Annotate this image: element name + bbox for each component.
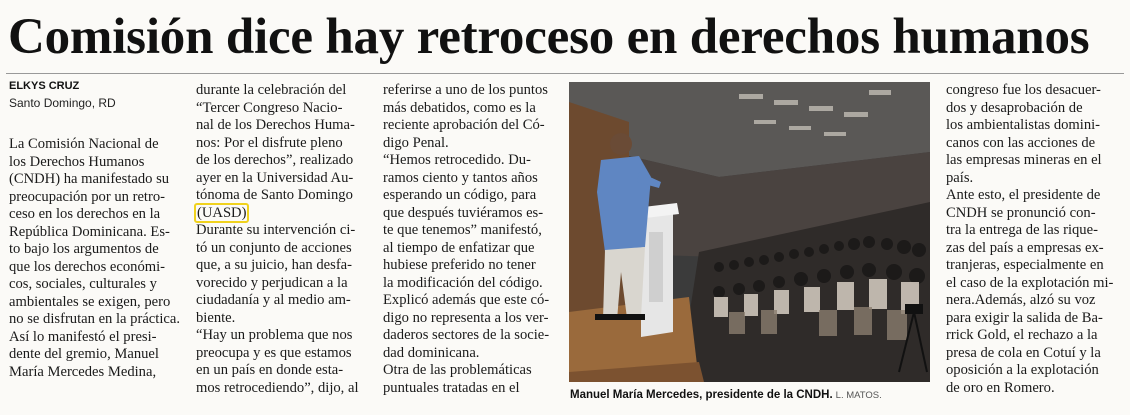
article-line: el caso de la explotación mi- bbox=[946, 274, 1114, 291]
article-photo bbox=[569, 82, 930, 382]
article-line: ceso en los derechos en la bbox=[9, 206, 161, 222]
article-line: “Tercer Congreso Nacio- bbox=[196, 99, 343, 116]
article-line: ayer en la Universidad Au- bbox=[196, 169, 354, 186]
article-line: Ante esto, el presidente de bbox=[946, 187, 1101, 203]
article-line: la modificación del código. bbox=[383, 274, 543, 291]
article-line: ciudadanía y al medio am- bbox=[196, 292, 351, 308]
article-line: biente. bbox=[196, 309, 236, 326]
article-line: nera.Además, alzó su voz bbox=[946, 292, 1096, 308]
article-line: tranjeras, especialmente en bbox=[946, 257, 1104, 273]
article-line: ambientales se exigen, pero bbox=[9, 293, 171, 310]
article-line: dos y desaprobación de bbox=[946, 99, 1083, 116]
article-line: oposición a la explotación bbox=[946, 362, 1099, 378]
article-line: tó un conjunto de acciones bbox=[196, 239, 352, 256]
article-line: referirse a uno de los puntos bbox=[383, 82, 548, 98]
article-line: (CNDH) ha manifestado su bbox=[9, 171, 170, 187]
article-line: más debatidos, como es la bbox=[383, 99, 536, 116]
article-line: La Comisión Nacional de bbox=[9, 136, 159, 152]
article-line: hubiese preferido no tener bbox=[383, 257, 536, 273]
headline: Comisión dice hay retroceso en derechos humanos bbox=[8, 9, 1090, 65]
article-line: país. bbox=[946, 169, 974, 186]
article-line: durante la celebración del bbox=[196, 82, 347, 98]
article-column-3 bbox=[383, 82, 558, 397]
article-line: zas del país a empresas ex- bbox=[946, 239, 1104, 256]
article-line: preocupa y es que estamos bbox=[196, 344, 352, 361]
article-line: cos, sociales, culturales y bbox=[9, 276, 157, 292]
article-line: para exigir la salida de Ba- bbox=[946, 309, 1103, 326]
article-line: de oro en Romero. bbox=[946, 379, 1055, 396]
article-line: Así lo manifestó el presi- bbox=[9, 328, 157, 345]
highlighted-text: (UASD) bbox=[194, 203, 249, 223]
article-line: daderos sectores de la socie- bbox=[383, 327, 550, 343]
article-line: República Dominicana. Es- bbox=[9, 223, 170, 240]
article-line: congreso fue los desacuer- bbox=[946, 82, 1101, 98]
article-line bbox=[196, 205, 371, 223]
article-line: Otra de las problemáticas bbox=[383, 362, 532, 378]
article-line: no se disfrutan en la práctica. bbox=[9, 311, 180, 327]
article-line: nos: Por el disfrute pleno bbox=[196, 134, 343, 151]
byline: ELKYS CRUZ bbox=[9, 80, 80, 92]
article-line: que, a su juicio, han desfa- bbox=[196, 257, 353, 273]
photo-caption bbox=[570, 388, 882, 403]
article-line: canos con las acciones de bbox=[946, 134, 1096, 151]
article-line: dente del gremio, Manuel bbox=[9, 346, 159, 362]
article-column-4 bbox=[946, 82, 1124, 397]
article-line: Durante su intervención ci- bbox=[196, 222, 356, 238]
article-line: te que tenemos” manifestó, bbox=[383, 222, 542, 238]
article-line: Explicó además que este có- bbox=[383, 292, 550, 308]
article-line: las empresas mineras en el bbox=[946, 152, 1102, 168]
article-line: digo Penal. bbox=[383, 134, 449, 151]
dateline: Santo Domingo, RD bbox=[9, 96, 116, 110]
article-line: que después tuviéramos es- bbox=[383, 204, 544, 221]
article-line: tra la entrega de las rique- bbox=[946, 222, 1098, 238]
article-line: María Mercedes Medina, bbox=[9, 363, 157, 380]
article-line: al tiempo de enfatizar que bbox=[383, 239, 535, 256]
article-line: que los derechos económi- bbox=[9, 258, 166, 275]
article-line: en un país en donde esta- bbox=[196, 362, 344, 378]
article-line: ramos ciento y tantos años bbox=[383, 169, 538, 186]
article-line: reciente aprobación del Có- bbox=[383, 117, 545, 133]
article-line: to bajo los argumentos de bbox=[9, 241, 159, 257]
article-line: mos retrocediendo”, dijo, al bbox=[196, 379, 359, 396]
article-line: “Hemos retrocedido. Du- bbox=[383, 152, 531, 168]
article-line: presa de cola en Cotuí y la bbox=[946, 344, 1101, 361]
article-line: nal de los Derechos Huma- bbox=[196, 117, 355, 133]
article-line: rrick Gold, el rechazo a la bbox=[946, 327, 1098, 343]
article-line: puntuales tratadas en el bbox=[383, 379, 520, 396]
headline-rule bbox=[6, 73, 1124, 74]
caption-text: Manuel María Mercedes, presidente de la CNDH. bbox=[570, 389, 833, 401]
article-line: vorecido y perjudican a la bbox=[196, 274, 348, 291]
article-column-2 bbox=[196, 82, 371, 397]
article-line: “Hay un problema que nos bbox=[196, 327, 353, 343]
article-line: los Derechos Humanos bbox=[9, 153, 145, 170]
photo-credit: L. MATOS. bbox=[835, 390, 882, 401]
article-line: digo no representa a los ver- bbox=[383, 309, 549, 326]
auditorium-scene bbox=[569, 82, 930, 382]
article-line: CNDH se pronunció con- bbox=[946, 204, 1096, 221]
article-line: esperando un código, para bbox=[383, 187, 537, 203]
article-line: los ambientalistas domini- bbox=[946, 117, 1101, 133]
article-line: de los derechos”, realizado bbox=[196, 152, 354, 168]
article-line: dad dominicana. bbox=[383, 344, 480, 361]
article-line: tónoma de Santo Domingo bbox=[196, 187, 353, 203]
article-column-1 bbox=[9, 136, 184, 381]
article-line: preocupación por un retro- bbox=[9, 188, 166, 205]
